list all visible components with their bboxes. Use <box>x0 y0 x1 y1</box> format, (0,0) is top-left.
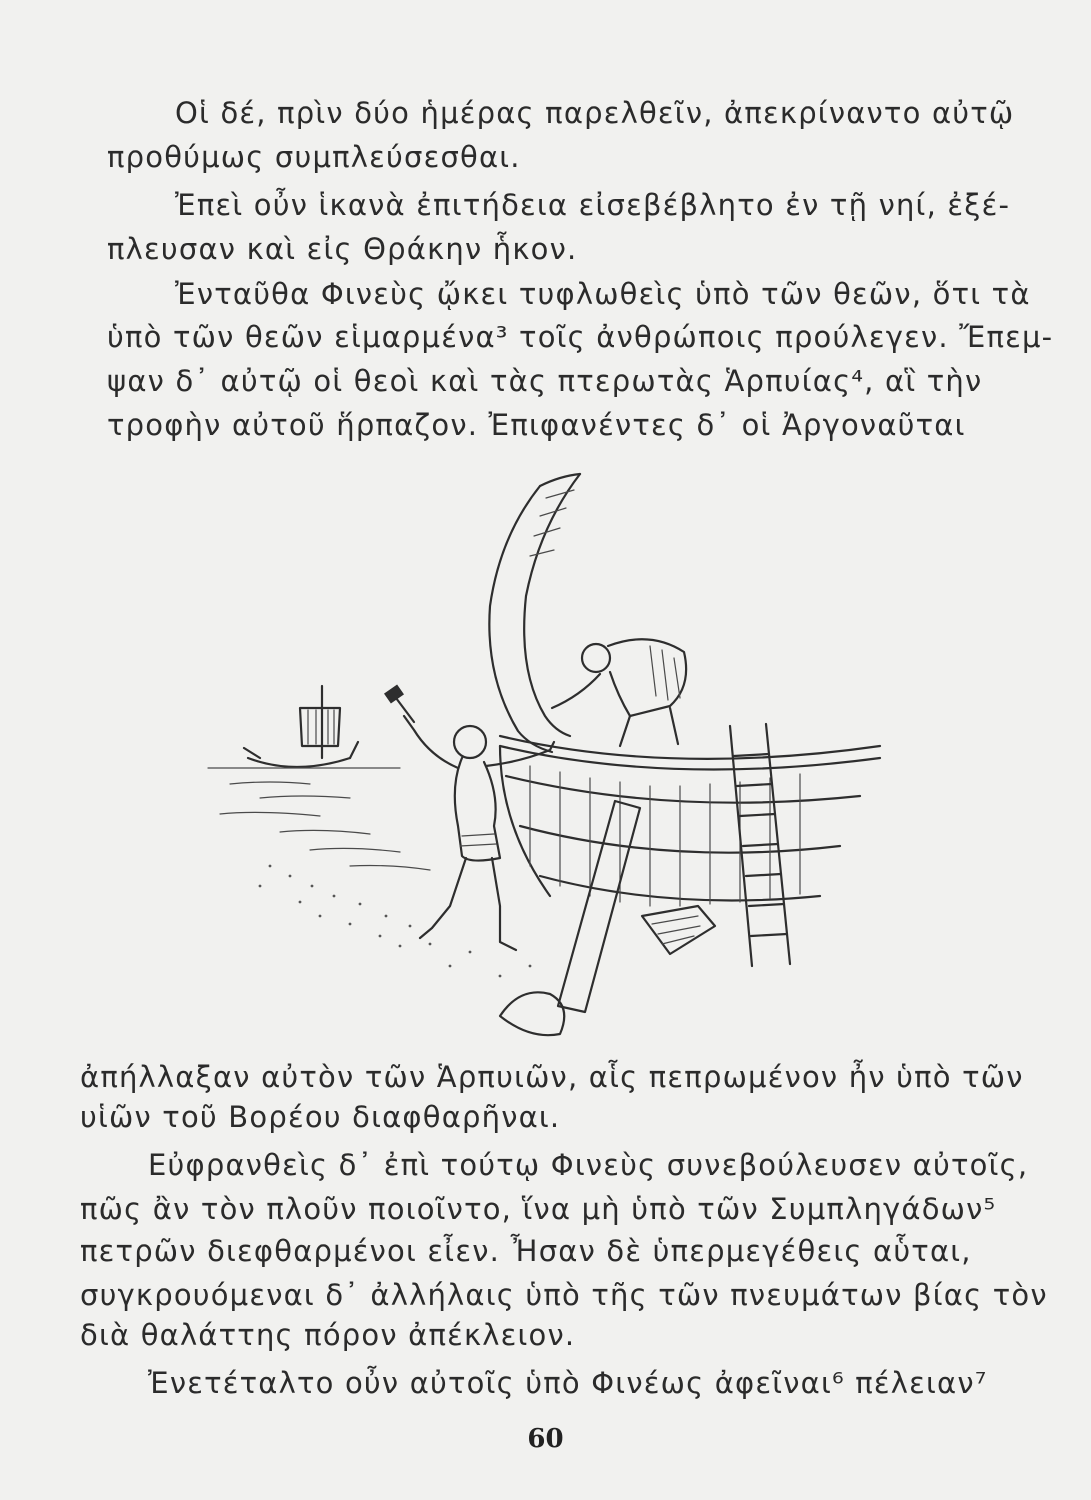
ship-sternpost <box>489 474 580 752</box>
text-line: συγκρουόμεναι δ᾽ ἀλλήλαις ὑπὸ τῆς τῶν πνευμάτων βίας τὸν <box>80 1278 1048 1312</box>
shore-sand <box>259 865 532 978</box>
text-line: πετρῶν διεφθαρμένοι εἶεν. Ἦσαν δὲ ὑπερμεγέθεις αὗται, <box>80 1234 972 1268</box>
sea-waves <box>208 768 430 870</box>
ship-hull <box>500 736 880 906</box>
text-line: τροφὴν αὐτοῦ ἥρπαζον. Ἐπιφανέντες δ᾽ οἱ Ἀργοναῦται <box>107 408 966 442</box>
text-line: πῶς ἂν τὸν πλοῦν ποιοῖντο, ἵνα μὴ ὑπὸ τῶν Συμπληγάδων⁵ <box>80 1192 997 1226</box>
text-line: ὑπὸ τῶν θεῶν εἱμαρμένα³ τοῖς ἀνθρώποις προύλεγεν. Ἔπεμ- <box>107 320 1054 354</box>
text-line: Εὐφρανθεὶς δ᾽ ἐπὶ τούτῳ Φινεὺς συνεβούλευσεν αὐτοῖς, <box>148 1148 1029 1182</box>
text-line: διὰ θαλάττης πόρον ἀπέκλειον. <box>80 1318 576 1352</box>
text-line: πλευσαν καὶ εἰς Θράκην ἧκον. <box>107 232 578 266</box>
text-line: Ἐνταῦθα Φινεὺς ᾤκει τυφλωθεὶς ὑπὸ τῶν θεῶν, ὅτι τὰ <box>175 277 1031 311</box>
support-beam <box>500 801 715 1035</box>
text-line: Ἐπεὶ οὖν ἱκανὰ ἐπιτήδεια εἰσεβέβλητο ἐν τῇ νηί, ἐξέ- <box>175 188 1011 222</box>
worker-figure <box>552 639 686 746</box>
text-line: ψαν δ᾽ αὐτῷ οἱ θεοὶ καὶ τὰς πτερωτὰς Ἁρπυίας⁴, αἳ τὴν <box>107 364 983 398</box>
text-line: υἱῶν τοῦ Βορέου διαφθαρῆναι. <box>80 1100 561 1134</box>
text-line: Ἐνετέταλτο οὖν αὐτοῖς ὑπὸ Φινέως ἀφεῖναι⁶ πέλειαν⁷ <box>148 1366 988 1400</box>
man-with-hammer-figure <box>384 684 554 950</box>
argo-ship-illustration <box>200 446 890 1040</box>
text-line: ἀπήλλαξαν αὐτὸν τῶν Ἁρπυιῶν, αἷς πεπρωμένον ἦν ὑπὸ τῶν <box>80 1060 1024 1094</box>
page-number: 60 <box>527 1424 564 1454</box>
text-line: προθύμως συμπλεύσεσθαι. <box>107 140 521 174</box>
ladder <box>730 724 790 966</box>
distant-ship-icon <box>244 686 358 767</box>
text-line: Οἱ δέ, πρὶν δύο ἡμέρας παρελθεῖν, ἀπεκρίναντο αὐτῷ <box>175 96 1015 130</box>
